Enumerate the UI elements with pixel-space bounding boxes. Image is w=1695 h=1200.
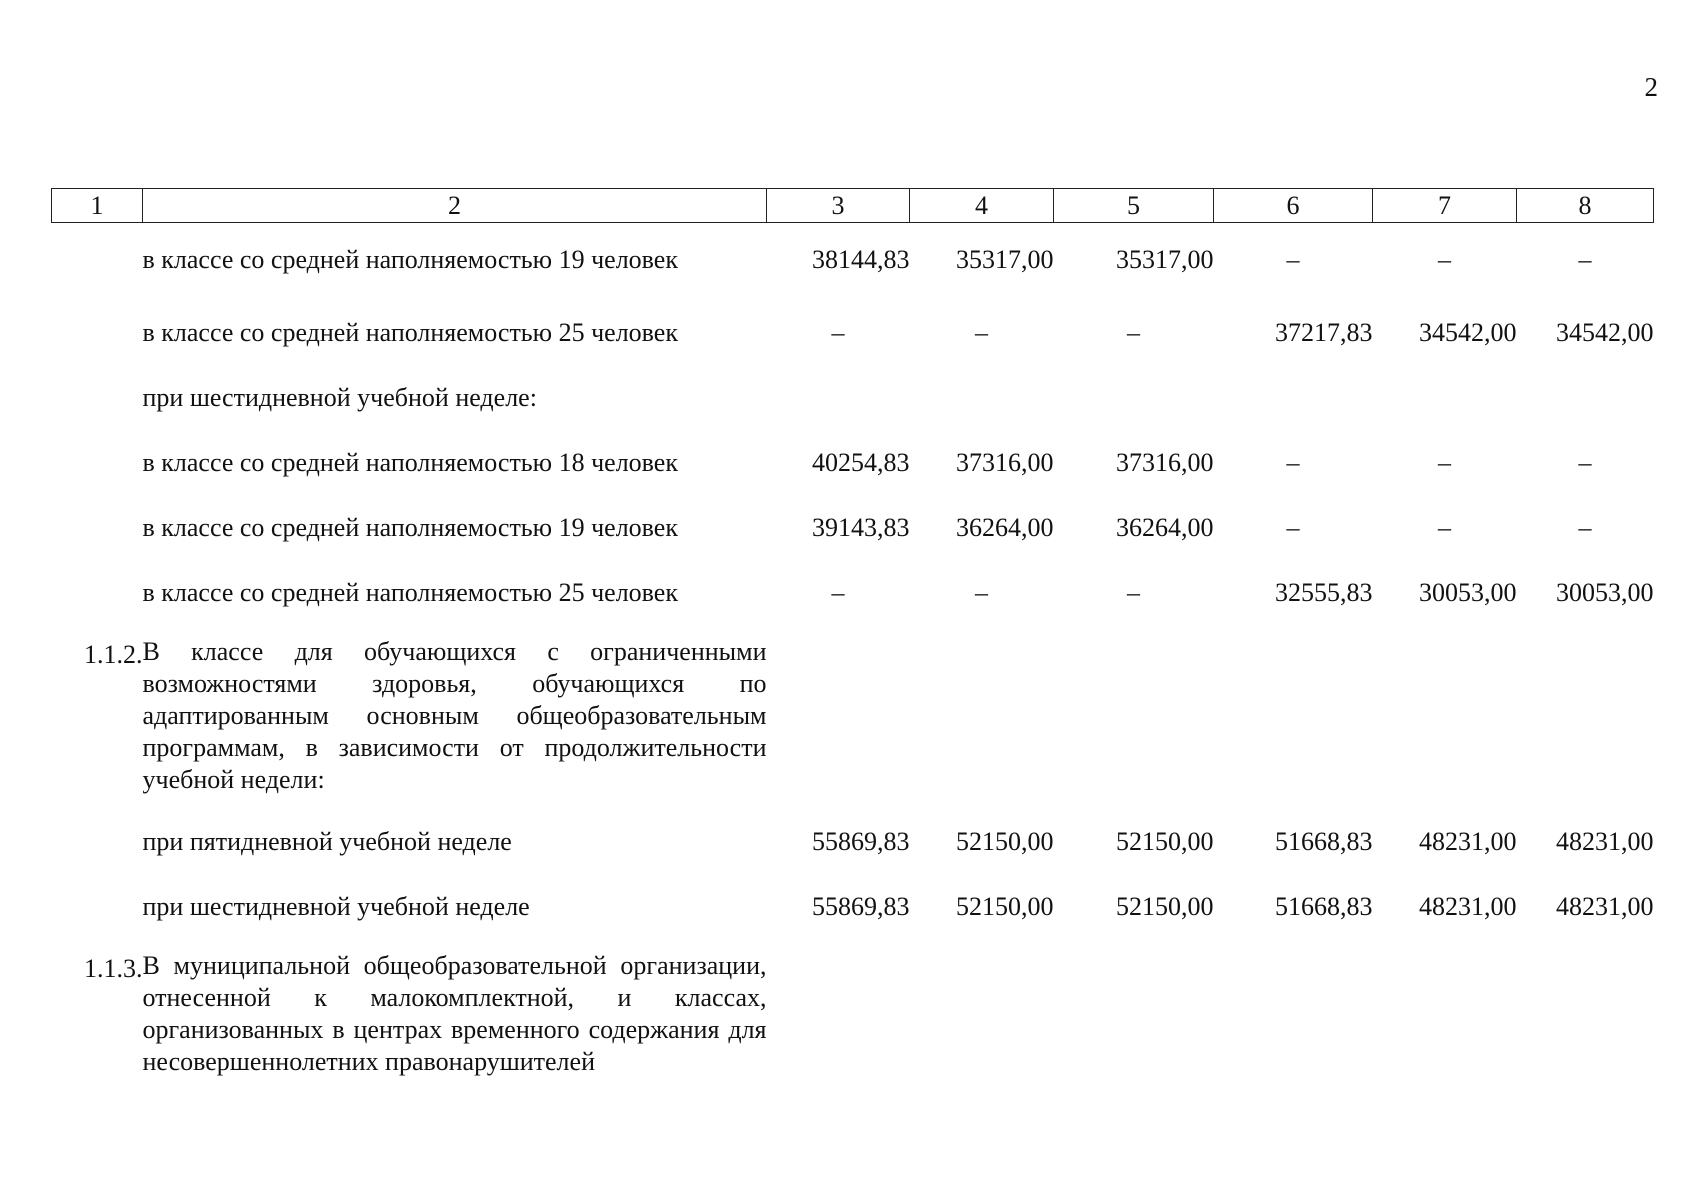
- row-code: [52, 287, 143, 352]
- section-row: [52, 926, 1654, 1078]
- tariff-table: [51, 188, 1654, 1078]
- value-cell: –: [1286, 512, 1300, 542]
- value-cell: 37316,00: [956, 447, 1054, 477]
- value-cell: 36264,00: [1116, 512, 1214, 542]
- value-cell: –: [1127, 317, 1140, 347]
- value-cell: –: [1438, 512, 1451, 542]
- section-code: 1.1.3.: [84, 953, 143, 983]
- value-cell: –: [1438, 447, 1451, 477]
- value-cell: 34542,00: [1556, 317, 1654, 347]
- table-row: [52, 861, 1654, 926]
- section-heading: В муниципальной общеобразовательной организации, отнесенной к малокомплектной, и классах, организованных в центрах временного содержания для несовершеннолетних правонарушителей: [142, 950, 767, 1076]
- value-cell: 52150,00: [956, 891, 1054, 921]
- table-row: [52, 223, 1654, 287]
- value-cell: 38144,83: [812, 245, 910, 274]
- value-cell: 37316,00: [1116, 447, 1214, 477]
- value-cell: –: [1286, 447, 1300, 477]
- row-code: [52, 861, 143, 926]
- section-code: 1.1.2.: [84, 639, 143, 669]
- value-cell: 39143,83: [812, 512, 910, 542]
- value-cell: 48231,00: [1419, 891, 1517, 921]
- value-cell: 51668,83: [1275, 826, 1373, 856]
- column-header-8: 8: [1517, 189, 1654, 223]
- value-cell: –: [975, 317, 988, 347]
- value-cell: 40254,83: [812, 447, 910, 477]
- value-cell: 55869,83: [812, 891, 910, 921]
- row-code: [52, 417, 143, 482]
- value-cell: 48231,00: [1556, 826, 1654, 856]
- column-number-header: [52, 189, 1654, 223]
- value-cell: 48231,00: [1419, 826, 1517, 856]
- section-row: [52, 612, 1654, 796]
- value-cell: 52150,00: [956, 826, 1054, 856]
- value-cell: –: [1578, 245, 1592, 274]
- table-row: [52, 482, 1654, 547]
- row-description: в классе со средней наполняемостью 25 человек: [142, 577, 678, 607]
- column-header-7: 7: [1373, 189, 1517, 223]
- row-code: [52, 547, 143, 612]
- row-description: в классе со средней наполняемостью 19 человек: [142, 245, 678, 274]
- table-row: [52, 352, 1654, 417]
- row-description: в классе со средней наполняемостью 18 человек: [142, 447, 678, 477]
- value-cell: 35317,00: [1116, 245, 1214, 274]
- header-row: [52, 189, 1654, 223]
- column-header-5: 5: [1054, 189, 1214, 223]
- row-description: при пятидневной учебной неделе: [142, 826, 512, 856]
- table-row: [52, 796, 1654, 861]
- value-cell: 35317,00: [956, 245, 1054, 274]
- value-cell: –: [975, 577, 988, 607]
- column-header-1: 1: [52, 189, 143, 223]
- value-cell: –: [1578, 512, 1592, 542]
- table-row: [52, 417, 1654, 482]
- table-row: [52, 547, 1654, 612]
- section-heading: В классе для обучающихся с ограниченными возможностями здоровья, обучающихся по адаптированным основным общеобразовательным программам, в зависимости от продолжительности учебной недели:: [142, 636, 767, 794]
- row-code: [52, 223, 143, 287]
- value-cell: –: [1578, 447, 1592, 477]
- column-header-2: 2: [143, 189, 767, 223]
- value-cell: 30053,00: [1556, 577, 1654, 607]
- value-cell: –: [1286, 245, 1300, 274]
- row-code: [52, 352, 143, 417]
- value-cell: 55869,83: [812, 826, 910, 856]
- column-header-4: 4: [910, 189, 1054, 223]
- value-cell: 51668,83: [1275, 891, 1373, 921]
- value-cell: 52150,00: [1116, 891, 1214, 921]
- row-code: [52, 796, 143, 861]
- row-code: [52, 482, 143, 547]
- value-cell: –: [1438, 245, 1451, 274]
- value-cell: –: [1127, 577, 1140, 607]
- row-description: в классе со средней наполняемостью 19 человек: [142, 512, 678, 542]
- row-description: при шестидневной учебной неделе: [142, 891, 530, 921]
- value-cell: 37217,83: [1275, 317, 1373, 347]
- value-cell: –: [831, 317, 845, 347]
- value-cell: 36264,00: [956, 512, 1054, 542]
- value-cell: 48231,00: [1556, 891, 1654, 921]
- page-number: 2: [1644, 72, 1658, 102]
- value-cell: 32555,83: [1275, 577, 1373, 607]
- column-header-6: 6: [1214, 189, 1373, 223]
- row-subheading: при шестидневной учебной неделе:: [142, 382, 537, 412]
- table-row: [52, 287, 1654, 352]
- row-description: в классе со средней наполняемостью 25 человек: [142, 317, 678, 347]
- value-cell: –: [831, 577, 845, 607]
- column-header-3: 3: [767, 189, 910, 223]
- value-cell: 30053,00: [1419, 577, 1517, 607]
- value-cell: 52150,00: [1116, 826, 1214, 856]
- value-cell: 34542,00: [1419, 317, 1517, 347]
